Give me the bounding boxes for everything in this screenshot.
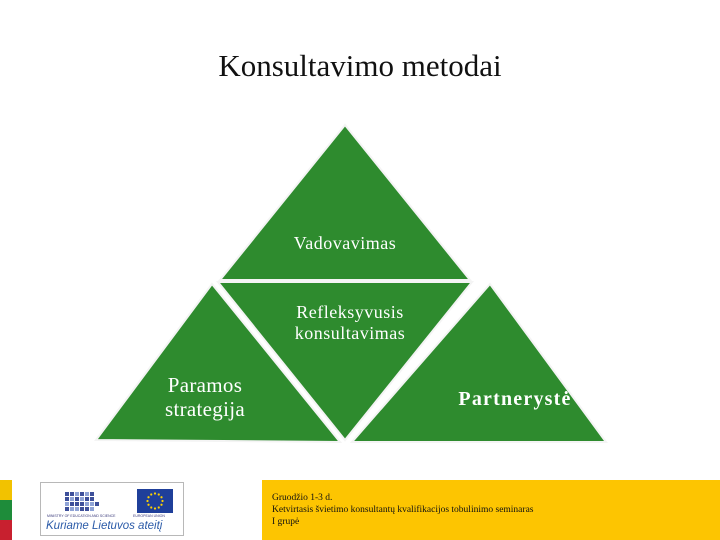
- seminar-title: Ketvirtasis švietimo konsultantų kvalifikacijos tobulinimo seminaras: [272, 505, 534, 515]
- label-left-line1: Paramos: [167, 373, 243, 397]
- slogan-text: Kuriame Lietuvos ateitį: [46, 520, 163, 532]
- seminar-info: [272, 492, 533, 528]
- label-center-line1: Refleksyvusis: [296, 302, 404, 322]
- seminar-date: Gruodžio 1-3 d.: [272, 493, 333, 503]
- eu-logo-text: EUROPEAN UNION: [133, 514, 165, 518]
- seminar-info-band: [262, 480, 720, 540]
- label-vadovavimas: Vadovavimas: [293, 233, 397, 253]
- seminar-group: I grupė: [272, 517, 300, 527]
- sponsor-logo-box: [40, 482, 184, 536]
- eu-flag-icon: [137, 489, 173, 513]
- label-refleksyvusis-konsultavimas: [240, 302, 460, 343]
- pyramid-top-section: [220, 125, 470, 280]
- label-paramos-strategija: [110, 373, 300, 421]
- ministry-logo-text: MINISTRY OF EDUCATION AND SCIENCE: [47, 514, 116, 518]
- lithuanian-flag-icon: [0, 480, 12, 540]
- label-partneryste: Partnerystė: [458, 388, 572, 410]
- page-title: Konsultavimo metodai: [218, 48, 502, 83]
- ministry-logo-icon: [63, 490, 99, 516]
- label-left-line2: strategija: [165, 397, 245, 422]
- footer-bar: [0, 480, 720, 540]
- label-center-line2: konsultavimas: [294, 322, 406, 343]
